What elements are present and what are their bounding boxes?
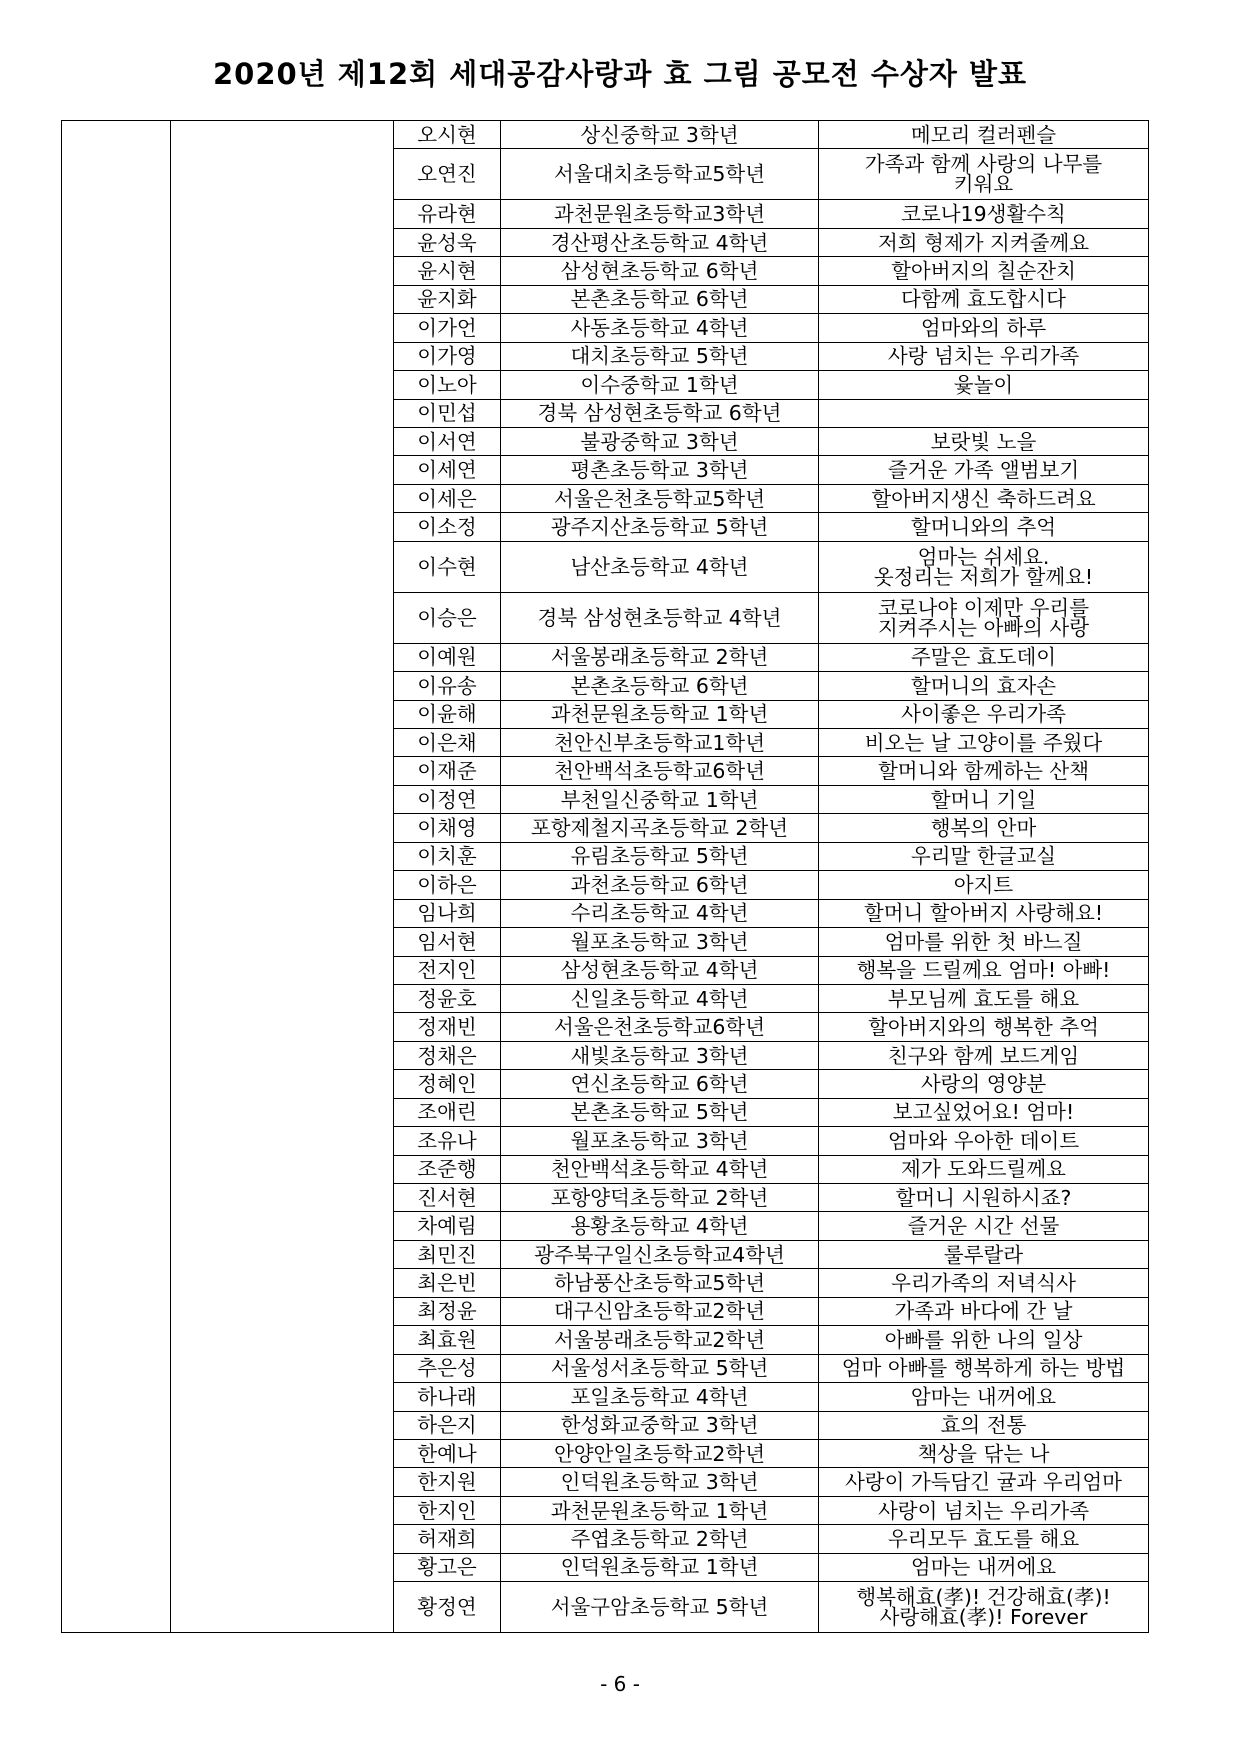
school-grade: 과천초등학교 6학년 (501, 871, 819, 899)
school-grade: 경산평산초등학교 4학년 (501, 228, 819, 256)
school-grade: 서울봉래초등학교 2학년 (501, 643, 819, 671)
artwork-title: 행복을 드릴께요 엄마! 아빠! (819, 956, 1149, 984)
school-grade: 주엽초등학교 2학년 (501, 1525, 819, 1553)
artwork-title: 책상을 닦는 나 (819, 1439, 1149, 1467)
winner-name: 오시현 (394, 121, 501, 149)
artwork-title: 할머니의 효자손 (819, 672, 1149, 700)
artwork-title (819, 399, 1149, 427)
artwork-title: 비오는 날 고양이를 주웠다 (819, 729, 1149, 757)
artwork-title: 엄마와 우아한 데이트 (819, 1127, 1149, 1155)
school-grade: 포항제철지곡초등학교 2학년 (501, 814, 819, 842)
winner-name: 최효원 (394, 1326, 501, 1354)
winner-name: 임서현 (394, 928, 501, 956)
artwork-title: 제가 도와드릴께요 (819, 1155, 1149, 1183)
school-grade: 한성화교중학교 3학년 (501, 1411, 819, 1439)
artwork-title: 사랑이 넘치는 우리가족 (819, 1496, 1149, 1524)
artwork-title: 주말은 효도데이 (819, 643, 1149, 671)
winner-name: 이재준 (394, 757, 501, 785)
school-grade: 경북 삼성현초등학교 6학년 (501, 399, 819, 427)
artwork-title: 윷놀이 (819, 371, 1149, 399)
winner-name: 허재희 (394, 1525, 501, 1553)
artwork-title: 할머니와 함께하는 산책 (819, 757, 1149, 785)
winner-name: 정채은 (394, 1041, 501, 1069)
artwork-title: 엄마와의 하루 (819, 314, 1149, 342)
artwork-title: 보랏빛 노을 (819, 427, 1149, 455)
awards-table (61, 120, 1149, 1633)
artwork-title: 룰루랄라 (819, 1240, 1149, 1268)
winner-name: 정윤호 (394, 984, 501, 1012)
winner-name: 하은지 (394, 1411, 501, 1439)
artwork-title: 할머니 할아버지 사랑해요! (819, 899, 1149, 927)
school-grade: 수리초등학교 4학년 (501, 899, 819, 927)
winner-name: 이세은 (394, 484, 501, 512)
award-cell (171, 121, 394, 1633)
school-grade: 광주지산초등학교 5학년 (501, 513, 819, 541)
table-row (62, 121, 1149, 149)
artwork-title: 효의 전통 (819, 1411, 1149, 1439)
winner-name: 한지원 (394, 1468, 501, 1496)
artwork-title: 즐거운 가족 앨범보기 (819, 456, 1149, 484)
artwork-title: 할머니와의 추억 (819, 513, 1149, 541)
winner-name: 이가영 (394, 342, 501, 370)
artwork-title: 가족과 바다에 간 날 (819, 1297, 1149, 1325)
page-title: 2020년 제12회 세대공감사랑과 효 그림 공모전 수상자 발표 (212, 57, 1028, 91)
artwork-title: 코로나야 이제만 우리를 지켜주시는 아빠의 사랑 (819, 592, 1149, 643)
winner-name: 한예나 (394, 1439, 501, 1467)
artwork-title: 코로나19생활수칙 (819, 200, 1149, 228)
category-cell (62, 121, 171, 1633)
artwork-title: 우리가족의 저녁식사 (819, 1269, 1149, 1297)
school-grade: 인덕원초등학교 1학년 (501, 1553, 819, 1581)
winner-name: 이승은 (394, 592, 501, 643)
artwork-title: 아지트 (819, 871, 1149, 899)
winner-name: 이세연 (394, 456, 501, 484)
school-grade: 불광중학교 3학년 (501, 427, 819, 455)
winner-name: 조준행 (394, 1155, 501, 1183)
school-grade: 서울성서초등학교 5학년 (501, 1354, 819, 1382)
school-grade: 포일초등학교 4학년 (501, 1383, 819, 1411)
school-grade: 남산초등학교 4학년 (501, 541, 819, 592)
winner-name: 최은빈 (394, 1269, 501, 1297)
school-grade: 상신중학교 3학년 (501, 121, 819, 149)
school-grade: 본촌초등학교 6학년 (501, 672, 819, 700)
school-grade: 대치초등학교 5학년 (501, 342, 819, 370)
winner-name: 황고은 (394, 1553, 501, 1581)
winner-name: 조유나 (394, 1127, 501, 1155)
school-grade: 과천문원초등학교 1학년 (501, 1496, 819, 1524)
artwork-title: 아빠를 위한 나의 일상 (819, 1326, 1149, 1354)
school-grade: 평촌초등학교 3학년 (501, 456, 819, 484)
school-grade: 새빛초등학교 3학년 (501, 1041, 819, 1069)
artwork-title: 가족과 함께 사랑의 나무를 키워요 (819, 149, 1149, 200)
winner-name: 하나래 (394, 1383, 501, 1411)
winner-name: 이하은 (394, 871, 501, 899)
winner-name: 이민섭 (394, 399, 501, 427)
artwork-title: 사랑 넘치는 우리가족 (819, 342, 1149, 370)
school-grade: 월포초등학교 3학년 (501, 1127, 819, 1155)
school-grade: 대구신암초등학교2학년 (501, 1297, 819, 1325)
winner-name: 차예림 (394, 1212, 501, 1240)
winner-name: 임나희 (394, 899, 501, 927)
school-grade: 안양안일초등학교2학년 (501, 1439, 819, 1467)
school-grade: 하남풍산초등학교5학년 (501, 1269, 819, 1297)
school-grade: 월포초등학교 3학년 (501, 928, 819, 956)
artwork-title: 엄마 아빠를 행복하게 하는 방법 (819, 1354, 1149, 1382)
winner-name: 이채영 (394, 814, 501, 842)
artwork-title: 사이좋은 우리가족 (819, 700, 1149, 728)
artwork-title: 우리말 한글교실 (819, 842, 1149, 870)
school-grade: 인덕원초등학교 3학년 (501, 1468, 819, 1496)
winner-name: 이은채 (394, 729, 501, 757)
winner-name: 최정윤 (394, 1297, 501, 1325)
winner-name: 한지인 (394, 1496, 501, 1524)
artwork-title: 엄마는 내꺼에요 (819, 1553, 1149, 1581)
artwork-title: 할머니 시원하시죠? (819, 1184, 1149, 1212)
school-grade: 광주북구일신초등학교4학년 (501, 1240, 819, 1268)
artwork-title: 할아버지생신 축하드려요 (819, 484, 1149, 512)
winner-name: 윤시현 (394, 257, 501, 285)
artwork-title: 우리모두 효도를 해요 (819, 1525, 1149, 1553)
winner-name: 이노아 (394, 371, 501, 399)
artwork-title: 행복해효(孝)! 건강해효(孝)! 사랑해효(孝)! Forever (819, 1582, 1149, 1633)
winner-name: 이유송 (394, 672, 501, 700)
page-number: - 6 - (600, 1672, 640, 1696)
winner-name: 최민진 (394, 1240, 501, 1268)
school-grade: 천안신부초등학교1학년 (501, 729, 819, 757)
artwork-title: 친구와 함께 보드게임 (819, 1041, 1149, 1069)
winner-name: 이정연 (394, 785, 501, 813)
school-grade: 서울은천초등학교5학년 (501, 484, 819, 512)
artwork-title: 엄마는 쉬세요. 옷정리는 저희가 할께요! (819, 541, 1149, 592)
artwork-title: 암마는 내꺼에요 (819, 1383, 1149, 1411)
school-grade: 신일초등학교 4학년 (501, 984, 819, 1012)
winner-name: 이서연 (394, 427, 501, 455)
artwork-title: 보고싶었어요! 엄마! (819, 1098, 1149, 1126)
artwork-title: 엄마를 위한 첫 바느질 (819, 928, 1149, 956)
winner-name: 유라현 (394, 200, 501, 228)
school-grade: 용황초등학교 4학년 (501, 1212, 819, 1240)
winner-name: 윤성욱 (394, 228, 501, 256)
winner-name: 이윤해 (394, 700, 501, 728)
school-grade: 과천문원초등학교3학년 (501, 200, 819, 228)
artwork-title: 저희 형제가 지켜줄께요 (819, 228, 1149, 256)
artwork-title: 다함께 효도합시다 (819, 285, 1149, 313)
winner-name: 전지인 (394, 956, 501, 984)
school-grade: 연신초등학교 6학년 (501, 1070, 819, 1098)
winner-name: 이예원 (394, 643, 501, 671)
school-grade: 본촌초등학교 5학년 (501, 1098, 819, 1126)
school-grade: 서울구암초등학교 5학년 (501, 1582, 819, 1633)
school-grade: 사동초등학교 4학년 (501, 314, 819, 342)
winner-name: 이가언 (394, 314, 501, 342)
winner-name: 정재빈 (394, 1013, 501, 1041)
artwork-title: 사랑이 가득담긴 귤과 우리엄마 (819, 1468, 1149, 1496)
school-grade: 천안백석초등학교6학년 (501, 757, 819, 785)
school-grade: 천안백석초등학교 4학년 (501, 1155, 819, 1183)
winner-name: 추은성 (394, 1354, 501, 1382)
school-grade: 서울봉래초등학교2학년 (501, 1326, 819, 1354)
winner-name: 이수현 (394, 541, 501, 592)
school-grade: 이수중학교 1학년 (501, 371, 819, 399)
winner-name: 조애린 (394, 1098, 501, 1126)
artwork-title: 행복의 안마 (819, 814, 1149, 842)
winner-name: 이치훈 (394, 842, 501, 870)
school-grade: 본촌초등학교 6학년 (501, 285, 819, 313)
artwork-title: 부모님께 효도를 해요 (819, 984, 1149, 1012)
school-grade: 유림초등학교 5학년 (501, 842, 819, 870)
artwork-title: 할아버지의 칠순잔치 (819, 257, 1149, 285)
school-grade: 삼성현초등학교 6학년 (501, 257, 819, 285)
school-grade: 부천일신중학교 1학년 (501, 785, 819, 813)
school-grade: 포항양덕초등학교 2학년 (501, 1184, 819, 1212)
winner-name: 정혜인 (394, 1070, 501, 1098)
artwork-title: 할머니 기일 (819, 785, 1149, 813)
artwork-title: 할아버지와의 행복한 추억 (819, 1013, 1149, 1041)
winner-name: 이소정 (394, 513, 501, 541)
school-grade: 경북 삼성현초등학교 4학년 (501, 592, 819, 643)
artwork-title: 즐거운 시간 선물 (819, 1212, 1149, 1240)
school-grade: 서울대치초등학교5학년 (501, 149, 819, 200)
artwork-title: 메모리 컬러펜슬 (819, 121, 1149, 149)
school-grade: 삼성현초등학교 4학년 (501, 956, 819, 984)
winner-name: 진서현 (394, 1184, 501, 1212)
school-grade: 서울은천초등학교6학년 (501, 1013, 819, 1041)
artwork-title: 사랑의 영양분 (819, 1070, 1149, 1098)
winner-name: 윤지화 (394, 285, 501, 313)
school-grade: 과천문원초등학교 1학년 (501, 700, 819, 728)
winner-name: 오연진 (394, 149, 501, 200)
winner-name: 황정연 (394, 1582, 501, 1633)
